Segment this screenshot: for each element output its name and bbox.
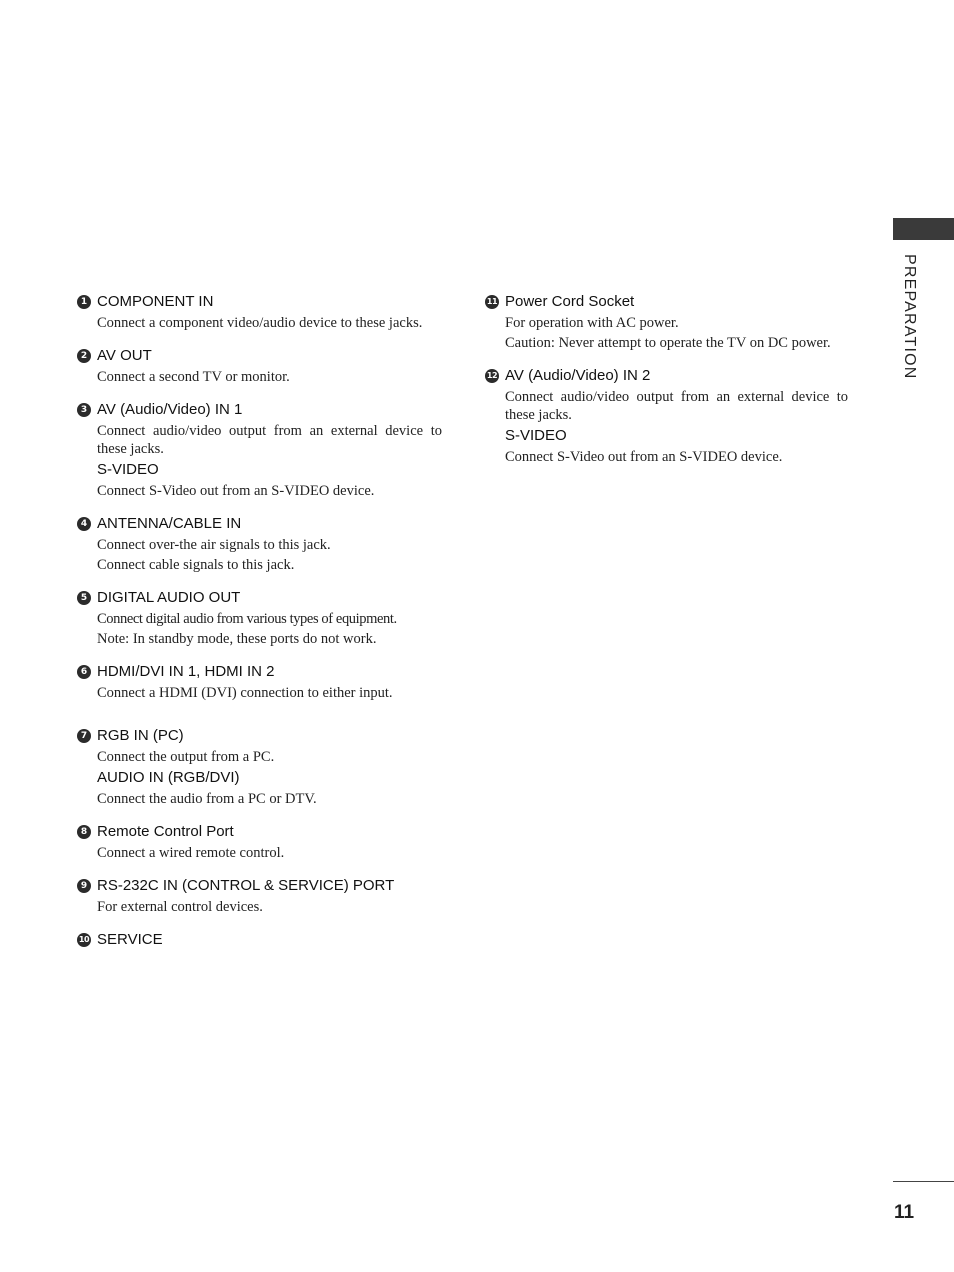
item-number-badge: 12 [485,369,499,383]
item-title: SERVICE [97,931,163,948]
item-number-badge: 2 [77,349,91,363]
left-column [77,292,442,964]
item-title: HDMI/DVI IN 1, HDMI IN 2 [97,663,275,680]
item-description: Connect over-the air signals to this jack. [97,537,331,553]
item-title: AV (Audio/Video) IN 1 [97,401,243,418]
item-title: Remote Control Port [97,823,234,840]
item-sub-description: Connect S-Video out from an S-VIDEO device. [97,483,375,499]
item-number-badge: 5 [77,591,91,605]
item-description: Connect digital audio from various types of equipment. [97,611,397,627]
list-item-power-cord-socket [485,292,848,352]
item-title: ANTENNA/CABLE IN [97,515,242,532]
section-tab-bar [893,218,954,240]
item-description: Connect a component video/audio device to these jacks. [97,315,423,331]
item-note: Note: In standby mode, these ports do not work. [97,631,377,647]
item-description: Connect a second TV or monitor. [97,369,290,385]
right-column [485,292,848,480]
item-description: Connect audio/video output from an external device to these jacks. [505,389,848,423]
item-title: Power Cord Socket [505,293,635,310]
item-sub-description: Connect the audio from a PC or DTV. [97,791,317,807]
item-title: RGB IN (PC) [97,727,184,744]
item-description: For external control devices. [97,899,263,915]
list-item-av-in-1 [77,400,442,500]
item-number-badge: 4 [77,517,91,531]
list-item-hdmi-dvi-in [77,662,442,702]
section-label: PREPARATION [901,254,918,380]
list-item-rs232c-port [77,876,442,916]
item-subtitle: AUDIO IN (RGB/DVI) [97,769,240,786]
list-item-service [77,930,442,950]
page-number: 11 [894,1202,915,1223]
item-title: COMPONENT IN [97,293,214,310]
item-title: DIGITAL AUDIO OUT [97,589,241,606]
item-sub-description: Connect S-Video out from an S-VIDEO device. [505,449,783,465]
list-item-av-out [77,346,442,386]
item-description: For operation with AC power. [505,315,679,331]
item-number-badge: 9 [77,879,91,893]
list-item-av-in-2 [485,366,848,466]
item-number-badge: 10 [77,933,91,947]
list-item-rgb-in-pc [77,726,442,808]
list-item-digital-audio-out [77,588,442,648]
item-number-badge: 6 [77,665,91,679]
item-description: Connect a wired remote control. [97,845,285,861]
list-item-component-in [77,292,442,332]
item-description: Connect cable signals to this jack. [97,557,295,573]
item-title: RS-232C IN (CONTROL & SERVICE) PORT [97,877,395,894]
item-caution: Caution: Never attempt to operate the TV on DC power. [505,335,831,351]
list-item-antenna-cable-in [77,514,442,574]
item-description: Connect a HDMI (DVI) connection to either input. [97,685,393,701]
list-item-remote-control-port [77,822,442,862]
item-number-badge: 7 [77,729,91,743]
item-title: AV OUT [97,347,152,364]
item-title: AV (Audio/Video) IN 2 [505,367,651,384]
item-subtitle: S-VIDEO [97,461,159,478]
item-description: Connect audio/video output from an external device to these jacks. [97,423,442,457]
item-number-badge: 8 [77,825,91,839]
item-subtitle: S-VIDEO [505,427,567,444]
item-number-badge: 3 [77,403,91,417]
item-number-badge: 11 [485,295,499,309]
footer-rule [893,1181,954,1182]
item-description: Connect the output from a PC. [97,749,275,765]
item-number-badge: 1 [77,295,91,309]
